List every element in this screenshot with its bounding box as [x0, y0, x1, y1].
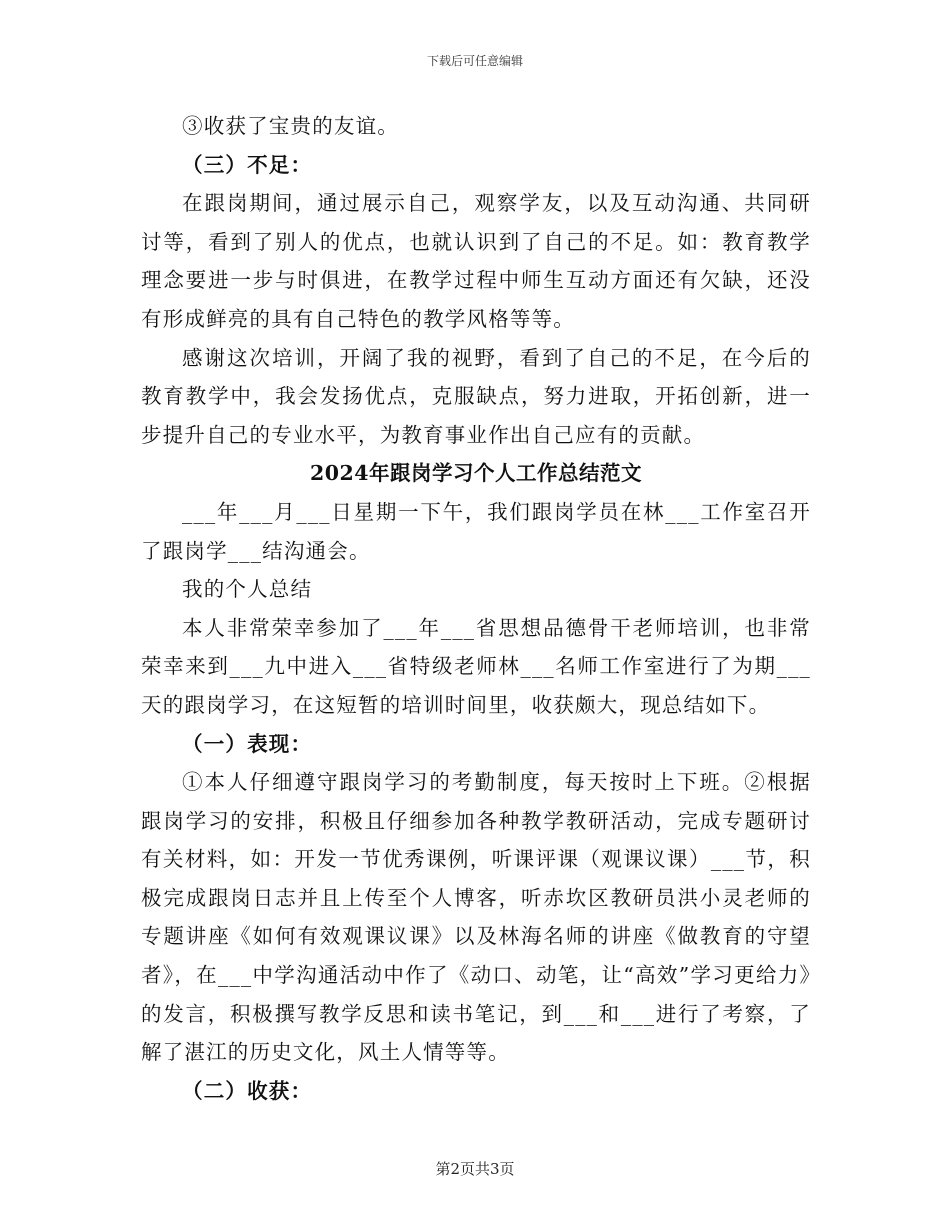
document-title: 2024年跟岗学习个人工作总结范文	[309, 461, 643, 486]
paragraph: 本人非常荣幸参加了___年___省思想品德骨干老师培训，也非常荣幸来到___九中进入___省特级老师林___名师工作室进行了为期___天的跟岗学习，在这短暂的培训时间里，收获颇大，现总结如下。	[141, 615, 811, 717]
paragraph: ①本人仔细遵守跟岗学习的考勤制度，每天按时上下班。②根据跟岗学习的安排，积极且仔细参加各种教学教研活动，完成专题研讨有关材料，如：开发一节优秀课例，听课评课（观课议课）___节，积极完成跟岗日志并且上传至个人博客，听赤坎区教研员洪小灵老师的专题讲座《如何有效观课议课》以及林海名师的讲座《做教育的守望者》，在___中学沟通活动中作了《动口、动笔，让“高效”学习更给力》的发言，积极撰写教学反思和读书笔记，到___和___进行了考察，了解了湛江的历史文化，风土人情等等。	[141, 770, 811, 1065]
paragraph: 感谢这次培训，开阔了我的视野，看到了自己的不足，在今后的教育教学中，我会发扬优点，克服缺点，努力进取，开拓创新，进一步提升自己的专业水平，为教育事业作出自己应有的贡献。	[141, 345, 811, 447]
document-body	[141, 107, 811, 1110]
section-heading: （一）表现：	[182, 731, 313, 756]
section-heading: （二）收获：	[182, 1078, 313, 1103]
page-number: 第2页共3页	[435, 1160, 515, 1178]
paragraph: 我的个人总结	[182, 577, 313, 602]
paragraph: ___年___月___日星期一下午，我们跟岗学员在林___工作室召开了跟岗学___结沟通会。	[141, 499, 811, 563]
section-heading: （三）不足：	[182, 152, 313, 177]
paragraph: 在跟岗期间，通过展示自己，观察学友，以及互动沟通、共同研讨等，看到了别人的优点，也就认识到了自己的不足。如：教育教学理念要进一步与时俱进，在教学过程中师生互动方面还有欠缺，还没有形成鲜亮的具有自己特色的教学风格等等。	[141, 191, 811, 331]
page-header: 下载后可任意编辑	[426, 54, 523, 68]
paragraph: ③收获了宝贵的友谊。	[182, 114, 399, 138]
